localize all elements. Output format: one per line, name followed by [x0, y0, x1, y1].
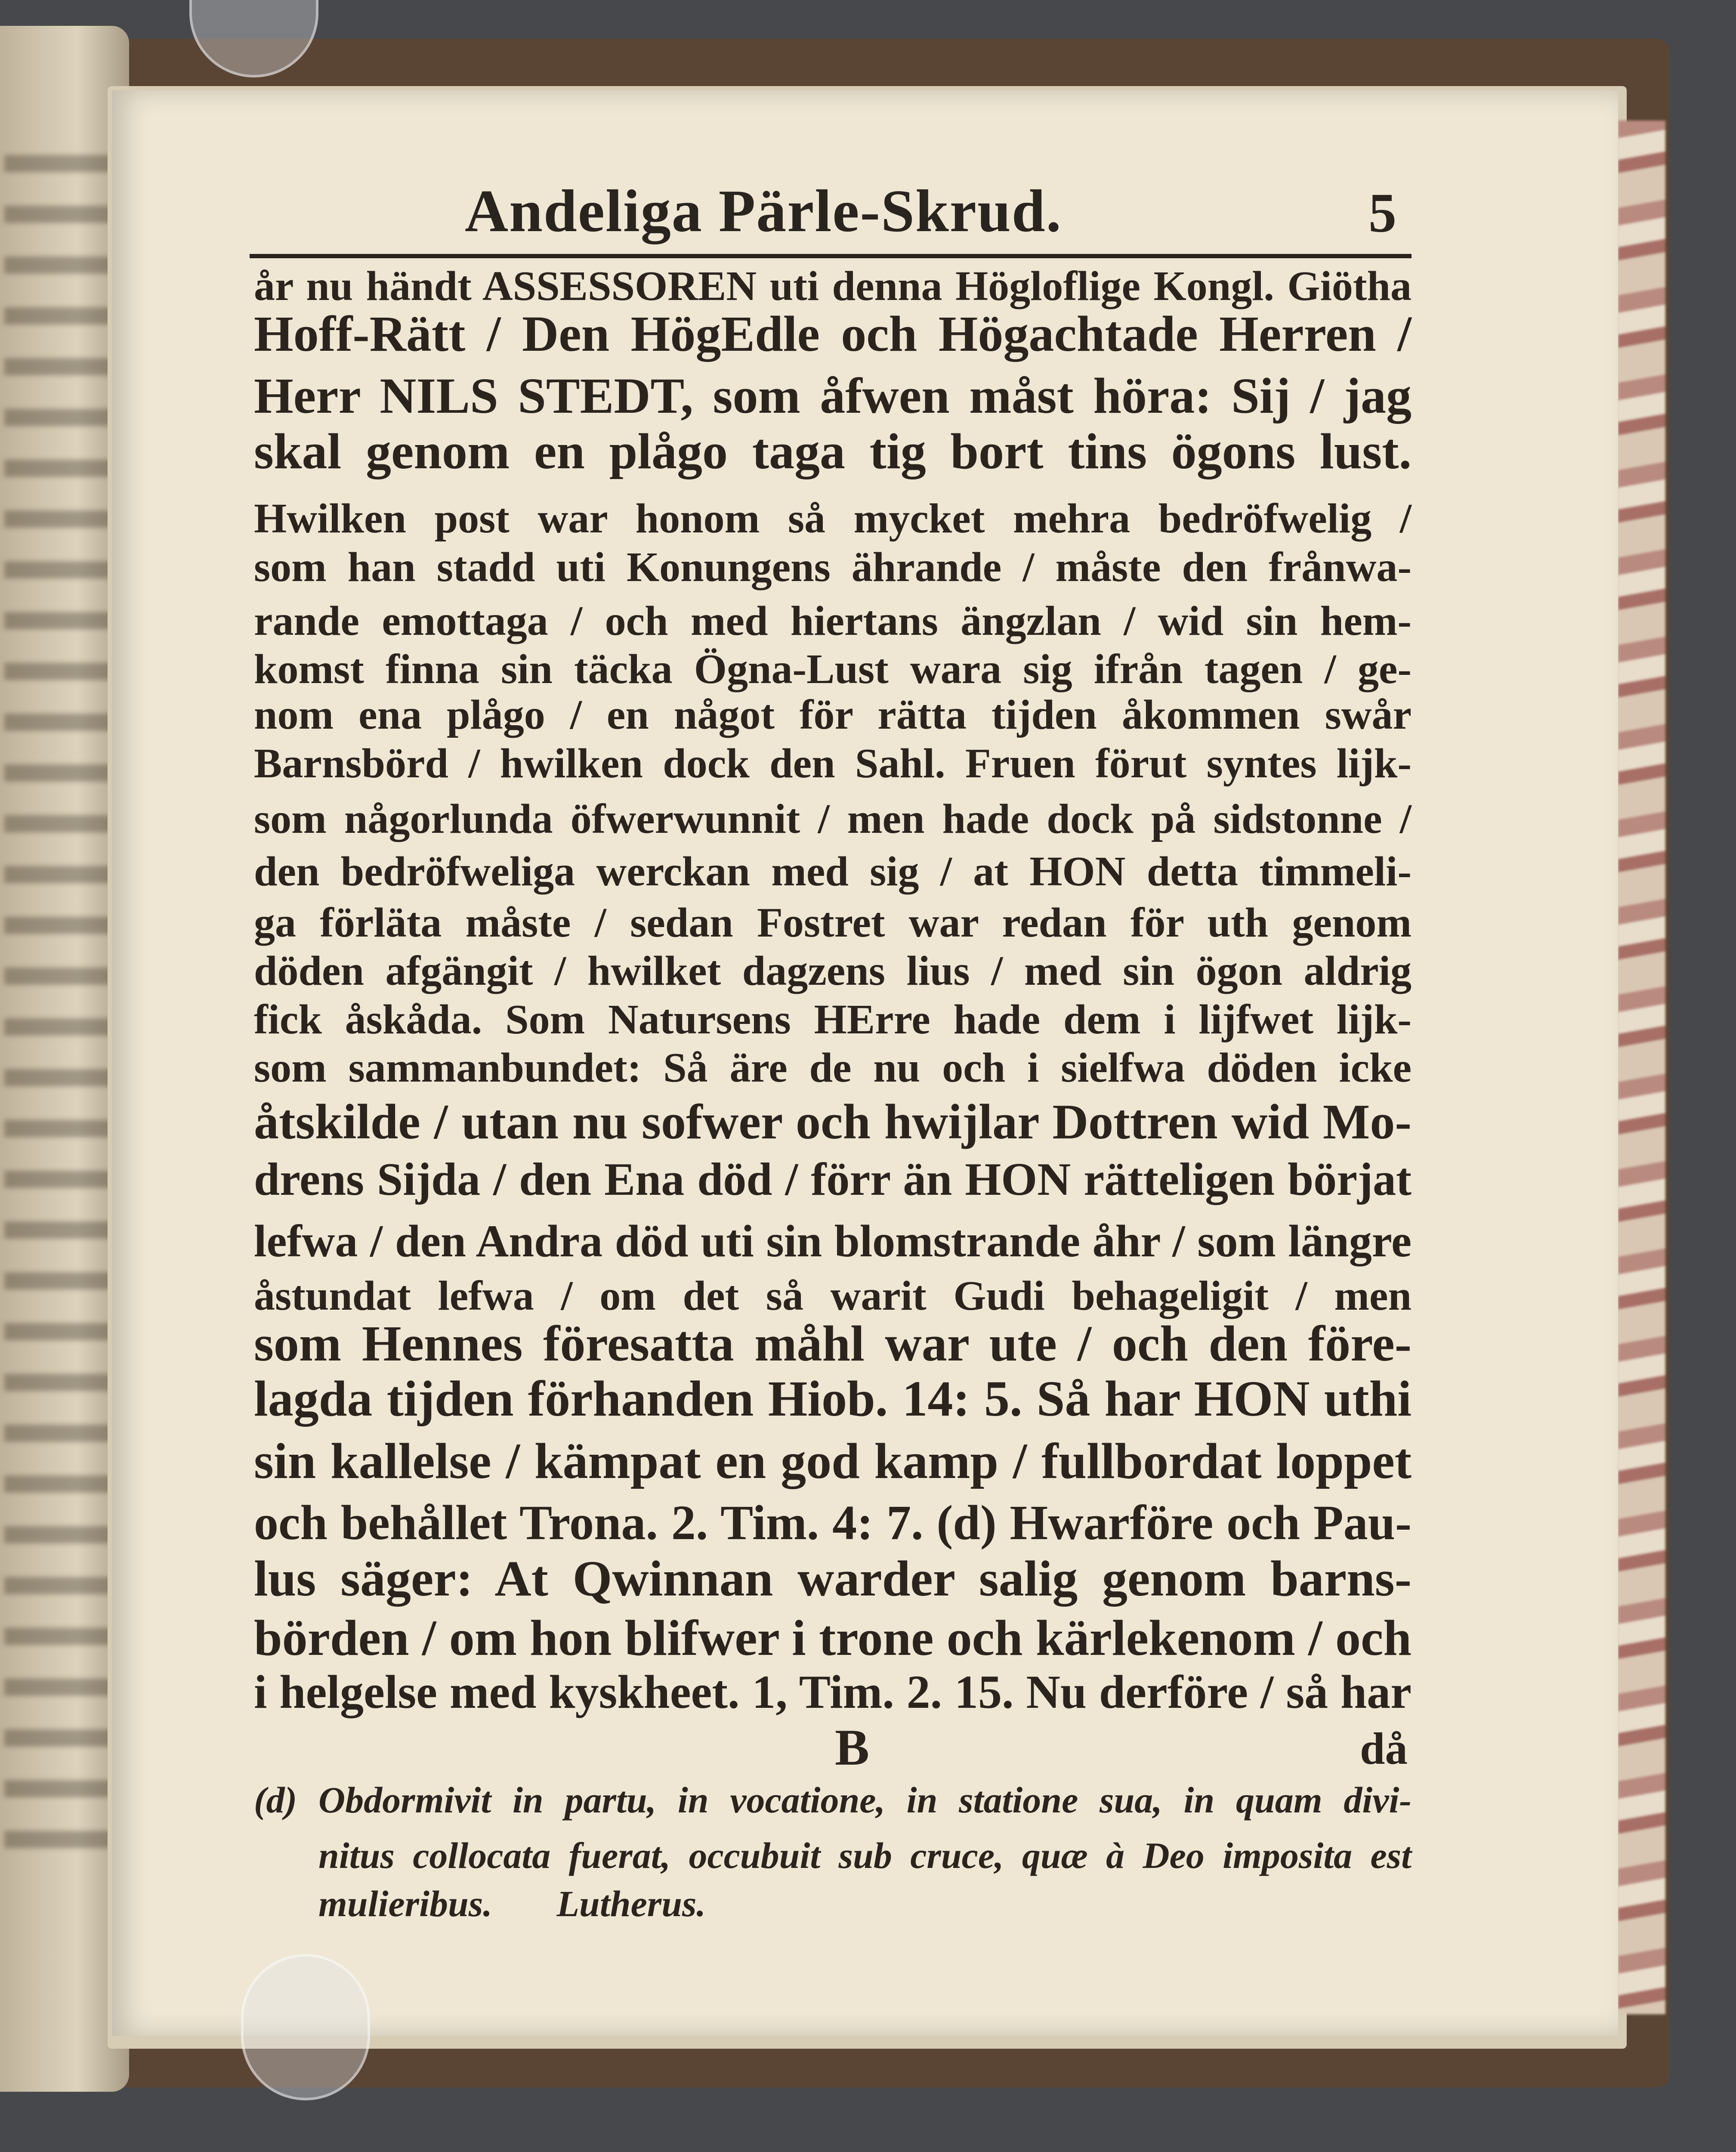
- text-line: skal genom en plågo taga tig bort tins ögons lust.: [254, 423, 1412, 479]
- text-line: Hwilken post war honom så mycket mehra bedröfwelig /: [254, 495, 1412, 542]
- text-line: åstundat lefwa / om det så warit Gudi behageligit / men: [254, 1273, 1412, 1320]
- text-line: lefwa / den Andra död uti sin blomstrande åhr / som längre: [254, 1216, 1412, 1267]
- text-line: Barnsbörd / hwilken dock den Sahl. Fruen förut syntes lijk-: [254, 740, 1412, 787]
- text-line: Hoff-Rätt / Den HögEdle och Högachtade Herren /: [254, 305, 1412, 362]
- text-line: år nu händt ASSESSOREN uti denna Högloflige Kongl. Giötha: [254, 263, 1412, 310]
- left-page-text-bleed: [4, 155, 112, 1877]
- text-line: Herr NILS STEDT, som åfwen måst höra: Sij / jag: [254, 368, 1412, 424]
- text-line: sin kallelse / kämpat en god kamp / fullbordat loppet: [254, 1433, 1412, 1490]
- text-line: lus säger: At Qwinnan warder salig genom barns-: [254, 1550, 1412, 1607]
- text-line: som sammanbundet: Så äre de nu och i sielfwa döden icke: [254, 1045, 1412, 1091]
- text-line: och behållet Trona. 2. Tim. 4: 7. (d) Hwarföre och Pau-: [254, 1495, 1412, 1550]
- text-line: lagda tijden förhanden Hiob. 14: 5. Så har HON uthi: [254, 1370, 1412, 1427]
- footnote-line: (d) Obdormivit in partu, in vocatione, in statione sua, in quam divi-: [254, 1779, 1412, 1821]
- text-line: i helgelse med kyskheet. 1, Tim. 2. 15. Nu derföre / så har: [254, 1665, 1412, 1718]
- text-line: åtskilde / utan nu sofwer och hwijlar Dottren wid Mo-: [254, 1094, 1412, 1150]
- text-line: nom ena plågo / en något för rätta tijden åkommen swår: [254, 692, 1412, 739]
- page-clip-bottom: [241, 1954, 370, 2100]
- footnote-line: nitus collocata fuerat, occubuit sub cruce, quæ à Deo imposita est: [318, 1834, 1412, 1876]
- text-line: ga förläta måste / sedan Fostret war redan för uth genom: [254, 899, 1412, 946]
- text-line: komst finna sin täcka Ögna-Lust wara sig ifrån tagen / ge-: [254, 646, 1412, 693]
- page-number: 5: [1368, 182, 1396, 244]
- text-line: fick åskåda. Som Natursens HErre hade dem i lijfwet lijk-: [254, 996, 1412, 1043]
- text-line: döden afgängit / hwilket dagzens lius / med sin ögon aldrig: [254, 948, 1412, 995]
- signature-mark: B: [835, 1719, 870, 1776]
- footnote-line: mulieribus. Lutherus.: [318, 1883, 706, 1925]
- text-line: som någorlunda öfwerwunnit / men hade dock på sidstonne /: [254, 795, 1412, 842]
- text-line: som Hennes föresatta måhl war ute / och den före-: [254, 1315, 1412, 1372]
- header-rule: [250, 254, 1412, 258]
- catchword: då: [1360, 1723, 1408, 1774]
- marbled-endpaper: [1618, 121, 1665, 2014]
- text-line: drens Sijda / den Ena död / förr än HON rätteligen börjat: [254, 1153, 1412, 1205]
- text-line: som han stadd uti Konungens ährande / måste den frånwa-: [254, 544, 1412, 591]
- text-line: börden / om hon blifwer i trone och kärlekenom / och: [254, 1610, 1412, 1667]
- running-title: Andeliga Pärle-Skrud.: [465, 178, 1062, 244]
- text-line: den bedröfweliga werckan med sig / at HON detta timmeli-: [254, 848, 1412, 895]
- text-line: rande emottaga / och med hiertans ängzlan / wid sin hem-: [254, 597, 1412, 644]
